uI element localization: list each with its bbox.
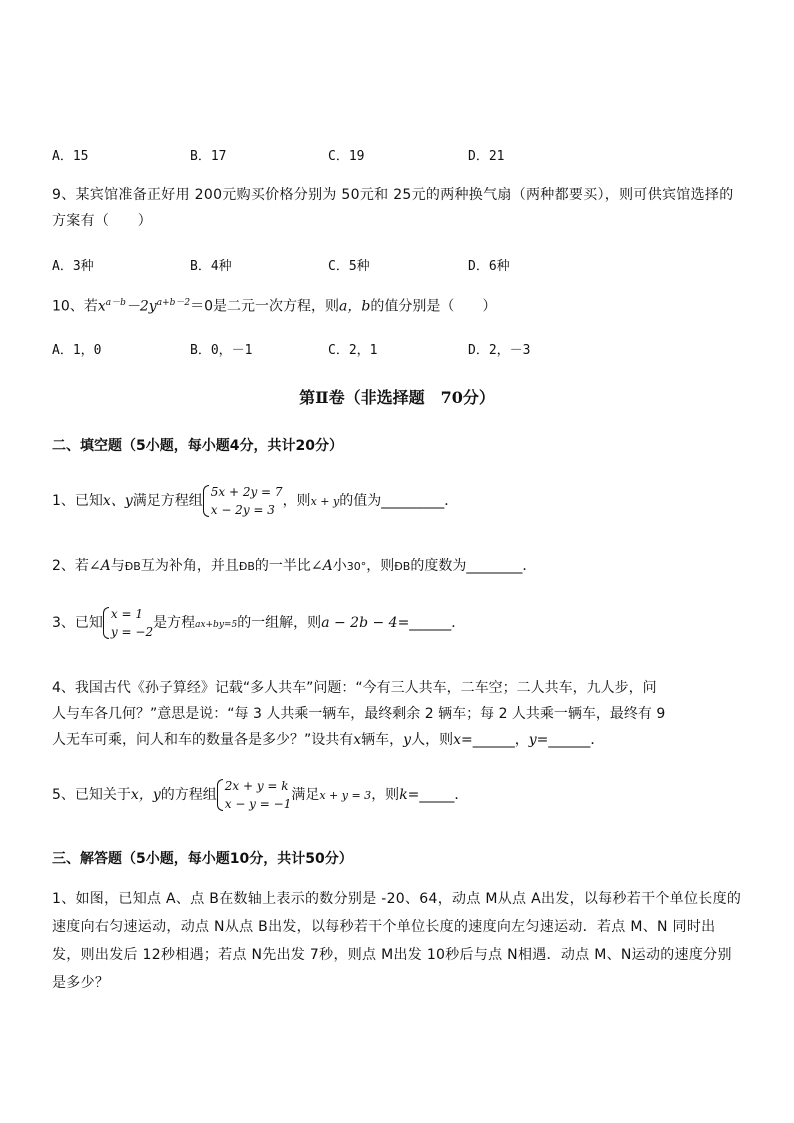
fill-question-1: 1、已知x、y满足方程组 5x + 2y = 7 x − 2y = 3 ，则x + y的值为_________． [52, 485, 459, 517]
equation-system-5: 2x + y = k x − y = −1 [217, 777, 292, 813]
q10-option-a: A．1，0 [52, 343, 102, 358]
q8-option-a: A．15 [52, 149, 89, 164]
q8-option-c: C．19 [328, 149, 365, 164]
q9-option-a: A．3种 [52, 259, 94, 274]
q9-option-b: B．4种 [190, 259, 232, 274]
section3-heading: 三、解答题（5小题，每小题10分，共计50分） [52, 851, 353, 867]
fill-question-4: 4、我国古代《孙子算经》记载“多人共车”问题：“今有三人共车，二车空；二人共车，九人步，问 人与车各几何？”意思是说：“每 3 人共乘一辆车，最终剩余 2 辆车；每 2 人共乘一辆车，最终有 9 人无车可乘，问人和车的数量各是多少？”设共有x辆车，y人，则x=______，y=______． [52, 680, 666, 748]
q9-option-d: D．6种 [468, 259, 510, 274]
solve-question-1: 1、如图，已知点 A、点 B在数轴上表示的数分别是 -20、64，动点 M从点 A出发，以每秒若干个单位长度的速度向右匀速运动，动点 N从点 B出发，以每秒若干个单位长度的速度向左匀速运动．若点 M、N 同时出发，则出发后 12秒相遇；若点 N先出发 7秒，则点 M出发 10秒后与点 N相遇．动点 M、N运动的速度分别是多少？ [52, 891, 742, 991]
section2-heading: 二、填空题（5小题，每小题4分，共计20分） [52, 438, 343, 454]
equation-system-1: 5x + 2y = 7 x − 2y = 3 [203, 483, 283, 519]
q9-option-c: C．5种 [328, 259, 370, 274]
q10-option-d: D．2，－3 [468, 343, 531, 358]
part2-title: 第Ⅱ卷（非选择题 70分） [299, 388, 495, 407]
fill-question-2: 2、若∠A与ÐB互为补角，并且ÐB的一半比∠A小30°，则ÐB的度数为________． [52, 558, 537, 574]
q10-text: 10、若$x^{a-b}-2y^{a+b-2}=0$是二元一次方程，则a，b的值分别是（ ） [52, 298, 497, 315]
q8-option-b: B．17 [190, 149, 227, 164]
fill-question-5: 5、已知关于x，y的方程组 2x + y = k x − y = −1 满足x + y = 3，则k=_____． [52, 779, 469, 811]
solution-system: x = 1 y = −2 [103, 605, 153, 641]
fill-question-3: 3、已知 x = 1 y = −2 是方程ax+by=5的一组解，则a − 2b − 4=______． [52, 607, 466, 639]
q10-var-x: x [97, 298, 106, 315]
q10-option-b: B．0，－1 [190, 343, 253, 358]
q9-text: 9、某宾馆准备正好用 200元购买价格分别为 50元和 25元的两种换气扇（两种都要买），则可供宾馆选择的方案有（ ） [52, 187, 734, 229]
q8-option-d: D．21 [468, 149, 505, 164]
q10-option-c: C．2，1 [328, 343, 378, 358]
